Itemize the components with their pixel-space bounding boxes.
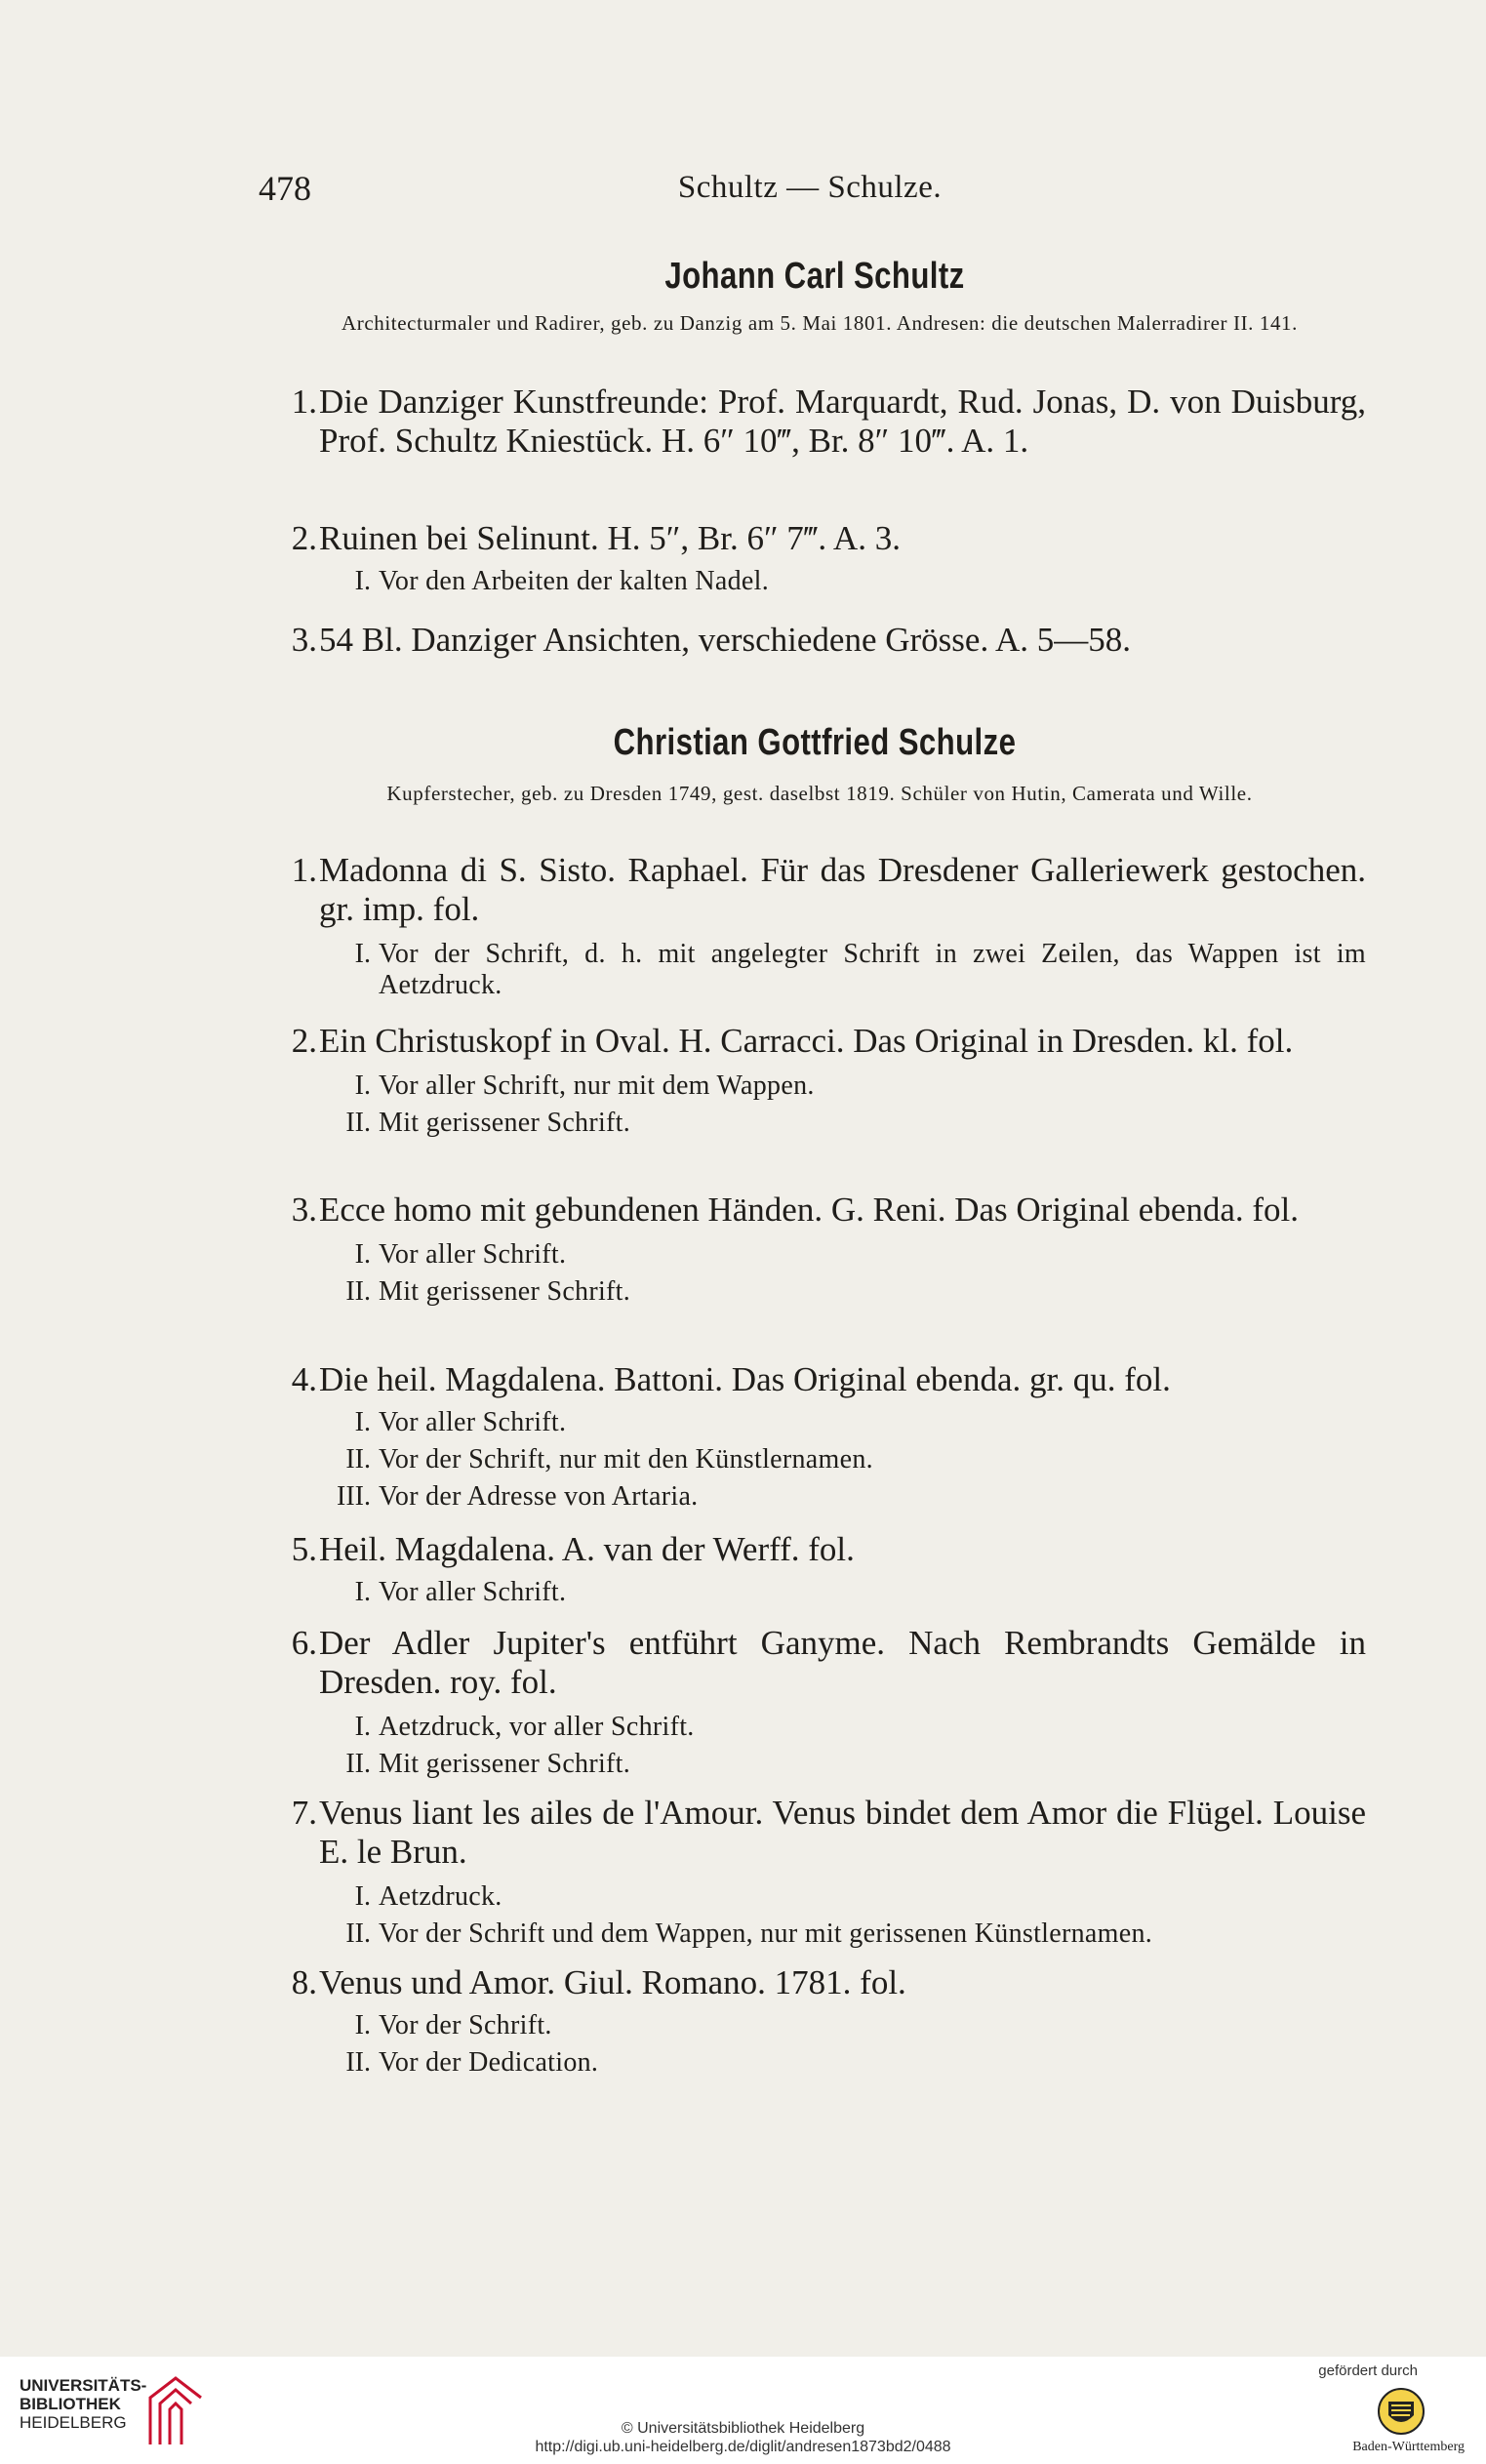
state-text: Vor der Schrift, d. h. mit angelegter Schrift in zwei Zeilen, das Wappen ist im Aetzdruck. bbox=[379, 939, 1366, 1000]
catalog-entry bbox=[263, 1360, 1366, 1513]
catalog-entry bbox=[263, 1794, 1366, 1950]
entry-number: 4. bbox=[291, 1360, 317, 1398]
state-number: III. bbox=[337, 1481, 371, 1512]
entry-number: 3. bbox=[291, 621, 317, 659]
entry-text: Heil. Magdalena. A. van der Werff. fol. bbox=[319, 1530, 855, 1568]
entry-number: 2. bbox=[291, 1022, 317, 1060]
entry-number: 5. bbox=[291, 1530, 317, 1568]
state-number: I. bbox=[354, 1407, 371, 1437]
catalog-entry bbox=[263, 851, 1366, 1001]
state-text: Vor aller Schrift. bbox=[379, 1407, 567, 1437]
state-number: II. bbox=[345, 2047, 371, 2078]
state-text: Vor den Arbeiten der kalten Nadel. bbox=[379, 566, 769, 596]
entry-number: 7. bbox=[291, 1794, 317, 1832]
funder-name: Baden-Württemberg bbox=[1352, 2440, 1465, 2454]
catalog-entry bbox=[263, 383, 1366, 461]
running-title: Schultz — Schulze. bbox=[677, 170, 943, 205]
state-number: II. bbox=[345, 1276, 371, 1307]
catalog-entry bbox=[263, 1191, 1366, 1308]
artist-bio: Kupferstecher, geb. zu Dresden 1749, gest. daselbst 1819. Schüler von Hutin, Camerata und Wille. bbox=[386, 782, 1253, 805]
entry-number: 1. bbox=[291, 851, 317, 889]
page-header bbox=[259, 168, 1361, 217]
entry-text: Ruinen bei Selinunt. H. 5″, Br. 6″ 7‴. A. 3. bbox=[319, 519, 901, 557]
entry-text: Venus und Amor. Giul. Romano. 1781. fol. bbox=[319, 1963, 906, 2001]
catalog-entry bbox=[263, 1624, 1366, 1780]
entry-text: Ein Christuskopf in Oval. H. Carracci. Das Original in Dresden. kl. fol. bbox=[319, 1022, 1294, 1060]
artist-bio-schultz bbox=[293, 310, 1346, 336]
entry-number: 1. bbox=[291, 383, 317, 421]
state-text: Vor aller Schrift. bbox=[379, 1577, 567, 1607]
state-number: I. bbox=[354, 2010, 371, 2040]
state-text: Mit gerissener Schrift. bbox=[379, 1749, 631, 1779]
artist-heading-schultz bbox=[263, 256, 1366, 298]
catalog-entry bbox=[263, 621, 1366, 660]
catalog-entry bbox=[263, 1530, 1366, 1608]
funded-by-label: gefördert durch bbox=[1318, 2363, 1418, 2379]
library-name-line3: HEIDELBERG bbox=[20, 2413, 127, 2432]
catalog-entry bbox=[263, 1963, 1366, 2079]
coat-of-arms-icon bbox=[1375, 2386, 1427, 2437]
artist-heading-schulze bbox=[263, 722, 1366, 764]
state-text: Vor der Schrift und dem Wappen, nur mit gerissenen Künstlernamen. bbox=[379, 1919, 1153, 1949]
library-name-line2: BIBLIOTHEK bbox=[20, 2395, 121, 2413]
entry-text: Venus liant les ailes de l'Amour. Venus bindet dem Amor die Flügel. Louise E. le Brun. bbox=[319, 1794, 1366, 1871]
state-number: I. bbox=[354, 1712, 371, 1742]
viewer-footer bbox=[0, 2357, 1486, 2464]
state-number: I. bbox=[354, 939, 371, 969]
copyright-notice bbox=[0, 2419, 1486, 2456]
artist-name: Christian Gottfried Schulze bbox=[613, 722, 1017, 763]
permalink-url[interactable]: http://digi.ub.uni-heidelberg.de/diglit/andresen1873bd2/0488 bbox=[535, 2439, 951, 2455]
copyright-text: © Universitätsbibliothek Heidelberg bbox=[621, 2420, 865, 2437]
entry-text: Madonna di S. Sisto. Raphael. Für das Dresdener Galleriewerk gestochen. gr. imp. fol. bbox=[319, 851, 1366, 928]
state-number: I. bbox=[354, 566, 371, 596]
state-number: II. bbox=[345, 1108, 371, 1138]
entry-text: Ecce homo mit gebundenen Händen. G. Reni. Das Original ebenda. fol. bbox=[319, 1191, 1300, 1229]
state-number: I. bbox=[354, 1070, 371, 1101]
library-name-line1: UNIVERSITÄTS- bbox=[20, 2376, 147, 2395]
entry-text: Die heil. Magdalena. Battoni. Das Original ebenda. gr. qu. fol. bbox=[319, 1360, 1171, 1398]
state-text: Vor der Adresse von Artaria. bbox=[379, 1481, 699, 1512]
entry-number: 8. bbox=[291, 1963, 317, 2001]
state-text: Mit gerissener Schrift. bbox=[379, 1276, 631, 1307]
state-text: Vor der Schrift, nur mit den Künstlernamen. bbox=[379, 1444, 873, 1474]
state-text: Vor der Schrift. bbox=[379, 2010, 552, 2040]
catalog-entry bbox=[263, 519, 1366, 597]
state-text: Vor aller Schrift, nur mit dem Wappen. bbox=[379, 1070, 815, 1101]
page-number: 478 bbox=[259, 169, 311, 208]
entry-text: Der Adler Jupiter's entführt Ganyme. Nach Rembrandts Gemälde in Dresden. roy. fol. bbox=[319, 1624, 1366, 1701]
state-text: Vor der Dedication. bbox=[379, 2047, 599, 2078]
state-number: I. bbox=[354, 1239, 371, 1270]
entry-text: 54 Bl. Danziger Ansichten, verschiedene Grösse. A. 5—58. bbox=[319, 621, 1132, 659]
state-text: Aetzdruck, vor aller Schrift. bbox=[379, 1712, 695, 1742]
artist-bio: Architecturmaler und Radirer, geb. zu Danzig am 5. Mai 1801. Andresen: die deutschen Malerradirer II. 141. bbox=[341, 311, 1299, 335]
entry-text: Die Danziger Kunstfreunde: Prof. Marquardt, Rud. Jonas, D. von Duisburg, Prof. Schultz Kniestück. H. 6″ 10‴, Br. 8″ 10‴. A. 1. bbox=[319, 383, 1366, 460]
artist-bio-schulze bbox=[283, 781, 1356, 806]
artist-name: Johann Carl Schultz bbox=[664, 256, 965, 297]
state-text: Aetzdruck. bbox=[379, 1881, 502, 1912]
catalog-entry bbox=[263, 1022, 1366, 1139]
state-number: II. bbox=[345, 1919, 371, 1949]
state-number: I. bbox=[354, 1577, 371, 1607]
state-number: I. bbox=[354, 1881, 371, 1912]
state-number: II. bbox=[345, 1444, 371, 1474]
state-number: II. bbox=[345, 1749, 371, 1779]
entry-number: 2. bbox=[291, 519, 317, 557]
entry-number: 6. bbox=[291, 1624, 317, 1662]
state-text: Mit gerissener Schrift. bbox=[379, 1108, 631, 1138]
state-text: Vor aller Schrift. bbox=[379, 1239, 567, 1270]
entry-number: 3. bbox=[291, 1191, 317, 1229]
